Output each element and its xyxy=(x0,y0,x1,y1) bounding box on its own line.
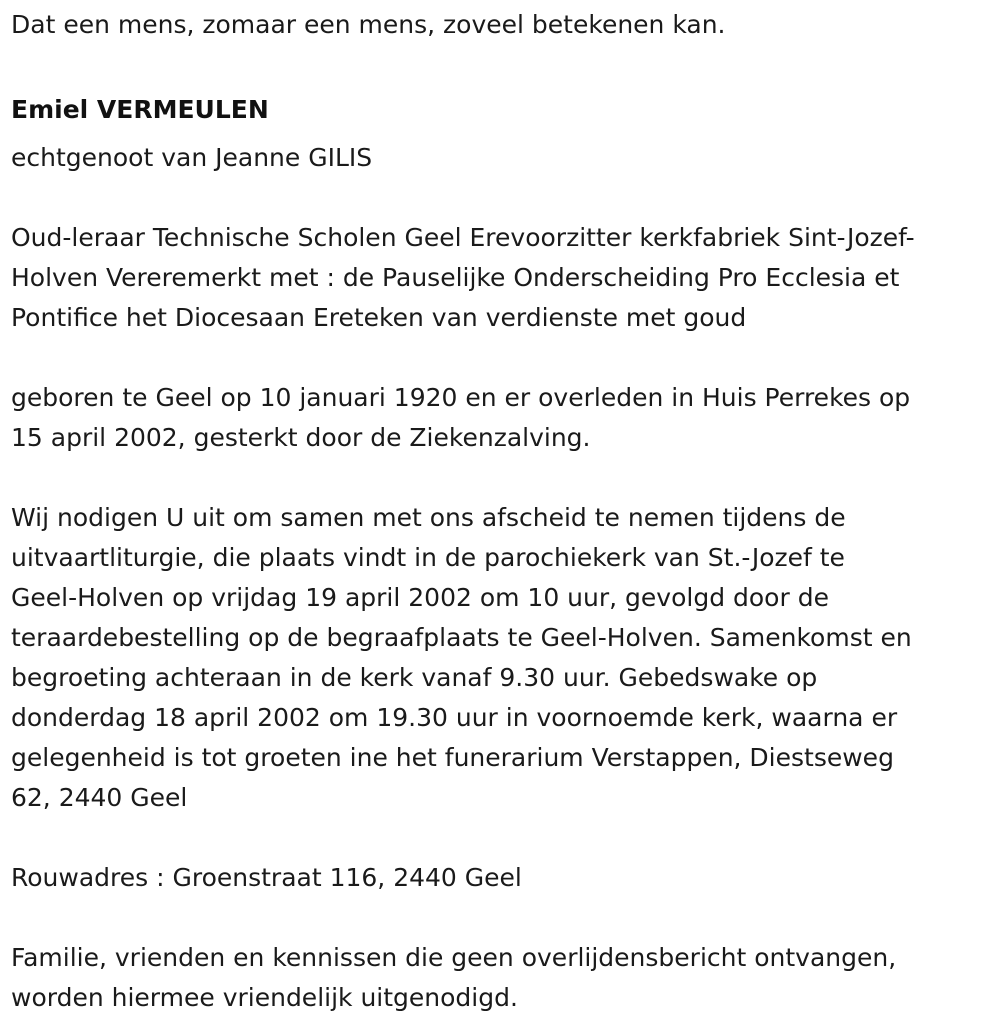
invitation-line: Wij nodigen U uit om samen met ons afscheid te nemen tijdens de xyxy=(11,503,846,532)
invitation-line: teraardebestelling op de begraafplaats te Geel-Holven. Samenkomst en xyxy=(11,623,912,652)
invitation-line: Geel-Holven op vrijdag 19 april 2002 om 10 uur, gevolgd door de xyxy=(11,583,829,612)
biography-line: Oud-leraar Technische Scholen Geel Erevoorzitter kerkfabriek Sint-Jozef- xyxy=(11,223,915,252)
paragraph-gap xyxy=(11,178,986,218)
life-dates-line: geboren te Geel op 10 januari 1920 en er overleden in Huis Perrekes op xyxy=(11,383,911,412)
life-dates-paragraph xyxy=(11,378,986,458)
biography-line: Holven Vereremerkt met : de Pauselijke Onderscheiding Pro Ecclesia et xyxy=(11,263,900,292)
biography-line: Pontifice het Diocesaan Ereteken van verdienste met goud xyxy=(11,303,747,332)
deceased-name: Emiel VERMEULEN xyxy=(11,95,269,124)
paragraph-gap xyxy=(11,338,986,378)
invitation-line: 62, 2440 Geel xyxy=(11,783,188,812)
paragraph-gap xyxy=(11,898,986,938)
paragraph-gap xyxy=(11,818,986,858)
spouse-relation: echtgenoot van Jeanne GILIS xyxy=(11,143,373,172)
closing-line: Familie, vrienden en kennissen die geen overlijdensbericht ontvangen, xyxy=(11,943,897,972)
life-dates-line: 15 april 2002, gesterkt door de Ziekenzalving. xyxy=(11,423,591,452)
invitation-line: gelegenheid is tot groeten ine het funerarium Verstappen, Diestseweg xyxy=(11,743,894,772)
opening-quote: Dat een mens, zomaar een mens, zoveel betekenen kan. xyxy=(11,10,726,39)
obituary-document xyxy=(11,5,986,1018)
invitation-line: donderdag 18 april 2002 om 19.30 uur in voornoemde kerk, waarna er xyxy=(11,703,898,732)
invitation-paragraph xyxy=(11,498,986,818)
biography-paragraph xyxy=(11,218,986,338)
closing-line: worden hiermee vriendelijk uitgenodigd. xyxy=(11,983,518,1012)
closing-paragraph xyxy=(11,938,986,1018)
invitation-line: begroeting achteraan in de kerk vanaf 9.30 uur. Gebedswake op xyxy=(11,663,818,692)
mourning-address: Rouwadres : Groenstraat 116, 2440 Geel xyxy=(11,863,522,892)
invitation-line: uitvaartliturgie, die plaats vindt in de parochiekerk van St.-Jozef te xyxy=(11,543,845,572)
paragraph-gap xyxy=(11,458,986,498)
